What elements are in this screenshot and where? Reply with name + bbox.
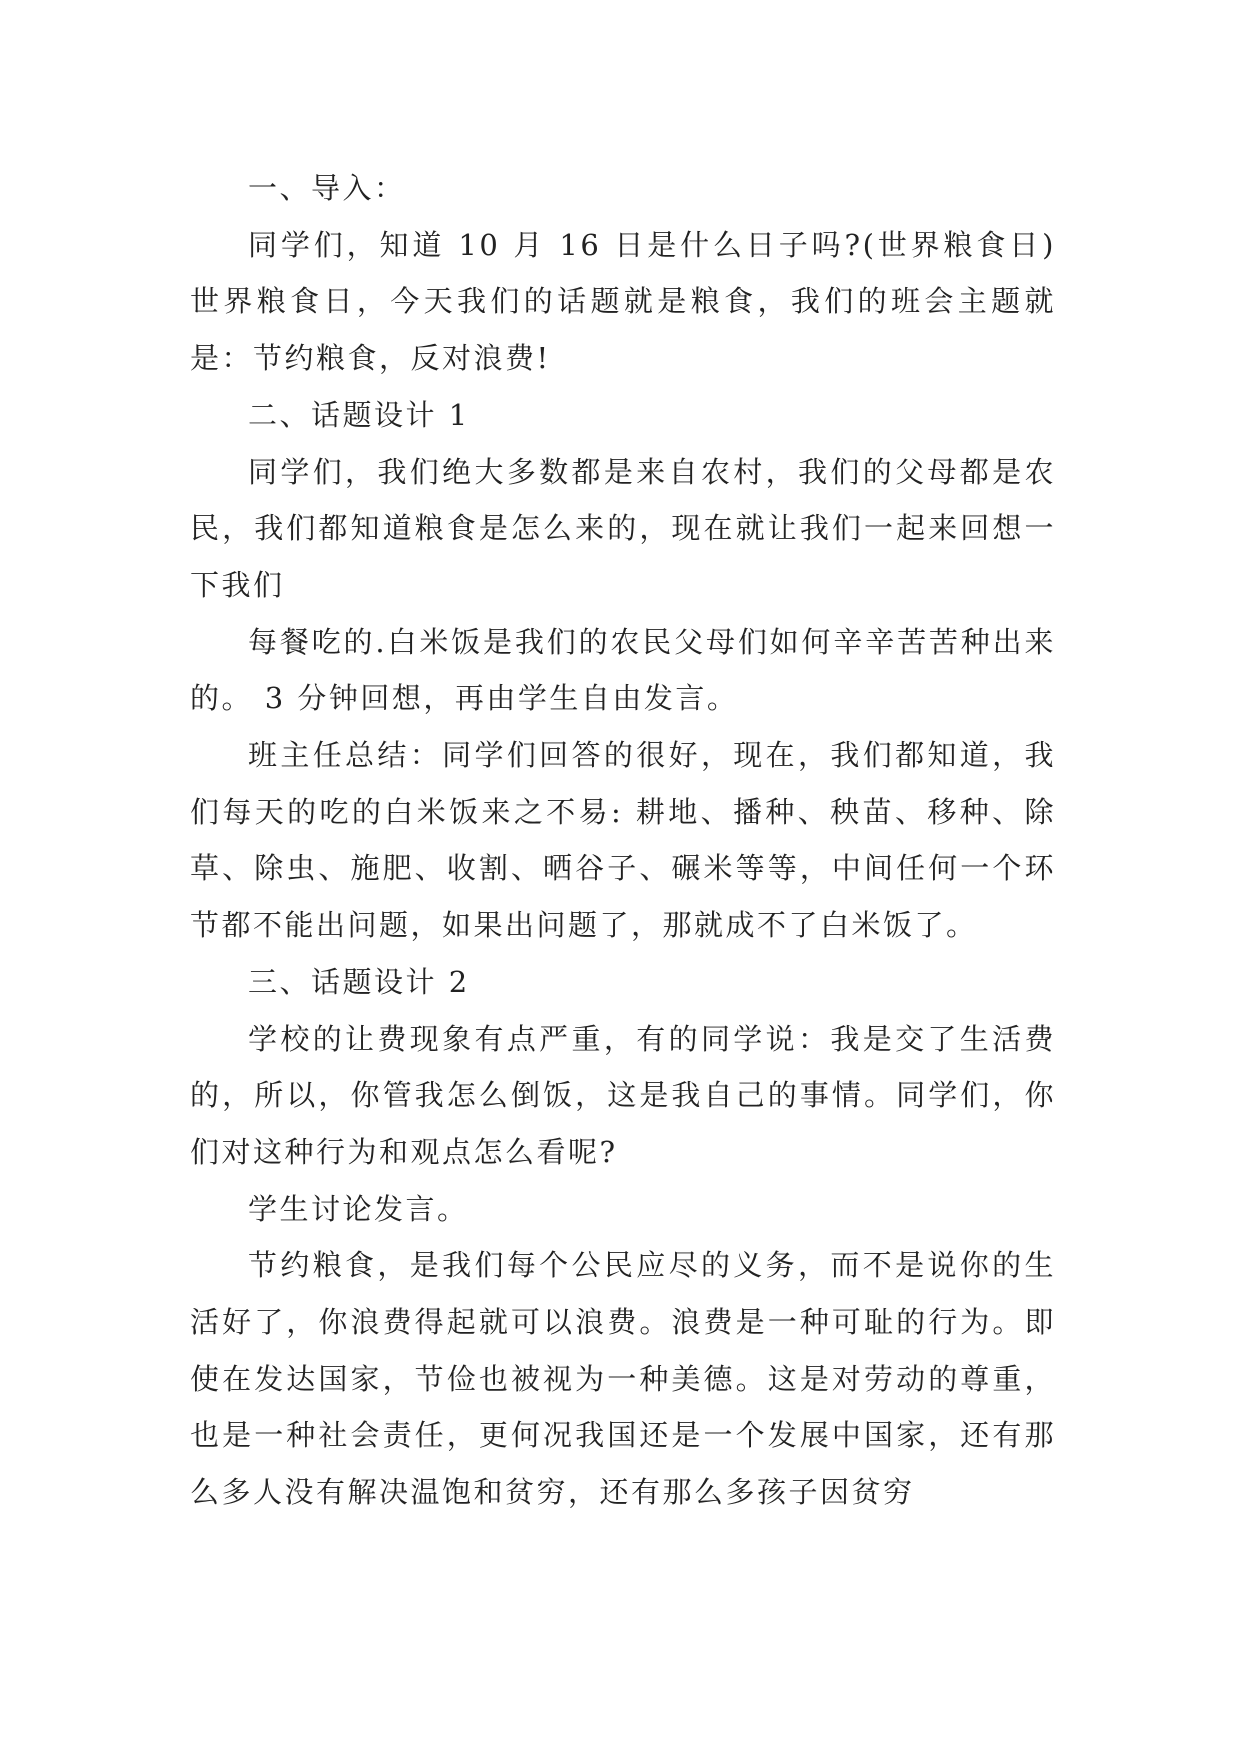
paragraph-conclusion: 节约粮食，是我们每个公民应尽的义务，而不是说你的生活好了，你浪费得起就可以浪费。浪费是一种可耻的行为。即使在发达国家，节俭也被视为一种美德。这是对劳动的尊重，也是一种社会责任，更何况我国还是一个发展中国家，还有那么多人没有解决温饱和贫穷，还有那么多孩子因贫穷: [190, 1248, 1056, 1510]
paragraph-topic-1: 同学们，我们绝大多数都是来自农村，我们的父母都是农民，我们都知道粮食是怎么来的，现在就让我们一起来回想一下我们: [190, 454, 1056, 602]
paragraph-intro: 同学们，知道 10 月 16 日是什么日子吗?(世界粮食日) 世界粮食日，今天我们的话题就是粮食，我们的班会主题就是：节约粮食，反对浪费!: [190, 227, 1056, 376]
paragraph-teacher-summary: 班主任总结：同学们回答的很好，现在，我们都知道，我们每天的吃的白米饭来之不易: 耕地、播种、秧苗、移种、除草、除虫、施肥、收割、晒谷子、碾米等等，中间任何一个环节都不能出问题，如果出问题了，那就成不了白米饭了。: [190, 738, 1056, 943]
section-heading-topic-1: 二、话题设计 1: [248, 397, 470, 432]
paragraph-topic-1-continued: 每餐吃的.白米饭是我们的农民父母们如何辛辛苦苦种出来的。 3 分钟回想，再由学生自由发言。: [190, 624, 1056, 716]
section-heading-intro: 一、导入：: [248, 171, 406, 205]
section-heading-topic-2: 三、话题设计 2: [248, 964, 470, 999]
document-body: [190, 160, 1056, 1521]
paragraph-topic-2: 学校的让费现象有点严重，有的同学说：我是交了生活费的，所以，你管我怎么倒饭，这是我自己的事情。同学们，你们对这种行为和观点怎么看呢?: [190, 1021, 1056, 1169]
paragraph-student-discussion: 学生讨论发言。: [248, 1191, 469, 1226]
